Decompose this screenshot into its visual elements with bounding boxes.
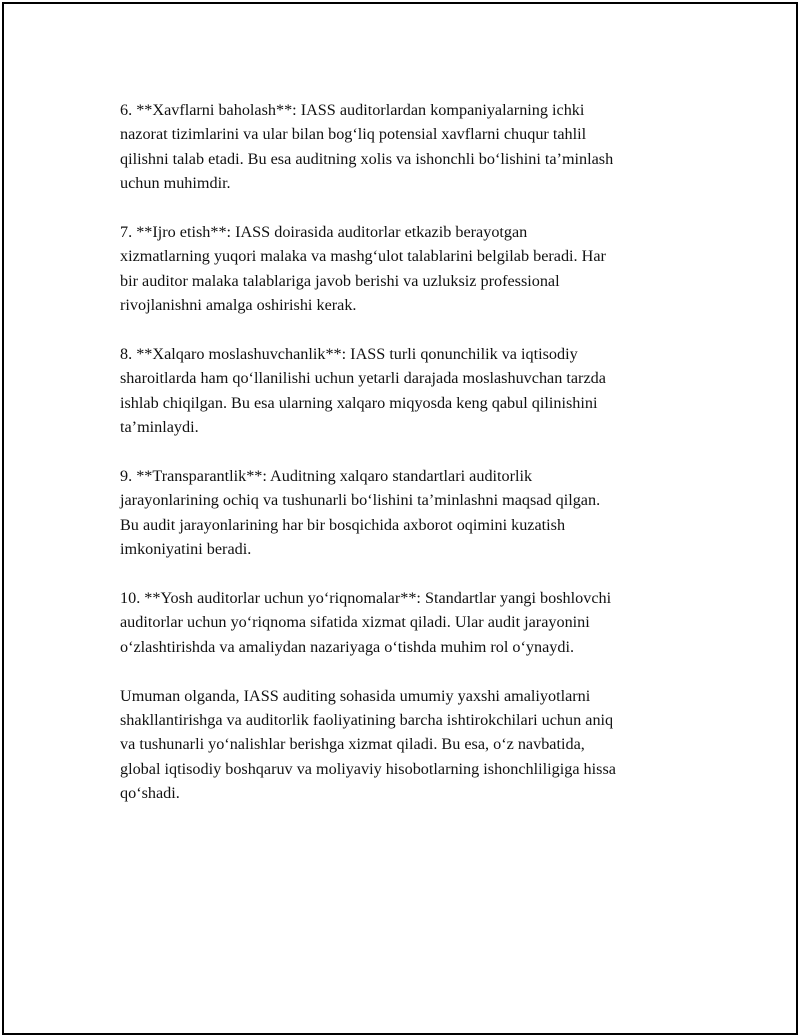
paragraph-conclusion: Umuman olganda, IASS auditing sohasida umumiy yaxshi amaliyotlarni shakllantirishga va auditorlik faoliyatining barcha ishtirokchilari uchun aniq va tushunarli yo‘nalishlar berishga xizmat qiladi. Bu esa, o‘z navbatida, global iqtisodiy boshqaruv va moliyaviy hisobotlarning ishonchliligiga hissa qo‘shadi. [120,686,616,803]
paragraph-transparency: 9. **Transparantlik**: Auditning xalqaro standartlari auditorlik jarayonlarining ochiq va tushunarli bo‘lishini ta’minlashni maqsad qilgan. Bu audit jarayonlarining har bir bosqichida axborot oqimini kuzatish imkoniyatini beradi. [120,467,601,559]
paragraph-international-flexibility: 8. **Xalqaro moslashuvchanlik**: IASS turli qonunchilik va iqtisodiy sharoitlarda ham qo‘llanilishi uchun yetarli darajada moslashuvchan tarzda ishlab chiqilgan. Bu esa ularning xalqaro miqyosda keng qabul qilinishini ta’minlaydi. [120,345,606,437]
paragraph-young-auditors-guidance: 10. **Yosh auditorlar uchun yo‘riqnomalar**: Standartlar yangi boshlovchi auditorlar uchun yo‘riqnoma sifatida xizmat qiladi. Ular audit jarayonini o‘zlashtirishda va amaliydan nazariyaga o‘tishda muhim rol o‘ynaydi. [120,589,612,656]
paragraph-performance: 7. **Ijro etish**: IASS doirasida auditorlar etkazib berayotgan xizmatlarning yuqori malaka va mashg‘ulot talablarini belgilab beradi. Har bir auditor malaka talablariga javob berishi va uzluksiz professional rivojlanishni amalga oshirishi kerak. [120,223,606,315]
document-body [120,98,690,830]
paragraph-risk-assessment: 6. **Xavflarni baholash**: IASS auditorlardan kompaniyalarning ichki nazorat tizimlarini va ular bilan bog‘liq potensial xavflarni chuqur tahlil qilishni talab etadi. Bu esa auditning xolis va ishonchli bo‘lishini ta’minlash uchun muhimdir. [120,101,614,193]
page-frame [2,2,798,1035]
